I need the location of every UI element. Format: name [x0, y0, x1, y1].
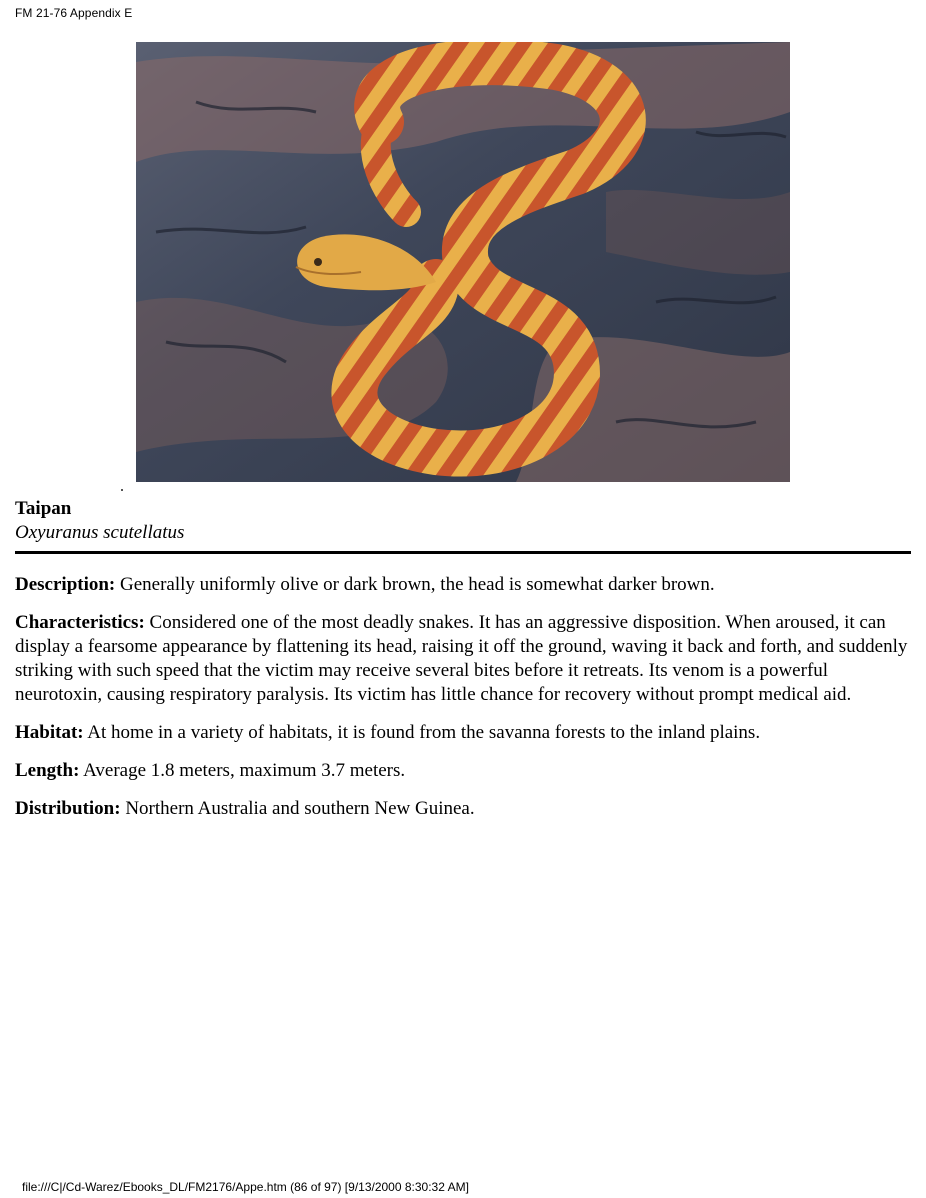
characteristics-text: Considered one of the most deadly snakes. It has an aggressive disposition. When aroused, it can display a fearsome appearance by flattening its head, raising it off the ground, waving it back and forth, and suddenly striking with such speed that the victim may receive several bites before it retreats. Its venom is a powerful neurotoxin, causing respiratory paralysis. Its victim has little chance for recovery without prompt medical aid.: [15, 612, 908, 705]
scientific-name: Oxyuranus scutellatus: [15, 522, 185, 543]
length-label: Length:: [15, 760, 80, 781]
distribution-label: Distribution:: [15, 798, 121, 819]
length-paragraph: [15, 759, 911, 783]
characteristics-label: Characteristics:: [15, 612, 145, 633]
species-title-block: [15, 497, 184, 545]
description-label: Description:: [15, 574, 116, 595]
horizontal-rule: [15, 551, 911, 554]
print-header: FM 21-76 Appendix E: [15, 6, 133, 20]
stray-dot: [121, 489, 123, 491]
habitat-text: At home in a variety of habitats, it is found from the savanna forests to the inland plains.: [83, 722, 761, 743]
distribution-paragraph: [15, 797, 911, 821]
taipan-snake-photo: [136, 42, 790, 482]
habitat-paragraph: [15, 721, 911, 745]
print-footer: file:///C|/Cd-Warez/Ebooks_DL/FM2176/Appe.htm (86 of 97) [9/13/2000 8:30:32 AM]: [22, 1180, 469, 1194]
common-name: Taipan: [15, 498, 72, 519]
species-details: [15, 573, 911, 835]
length-text: Average 1.8 meters, maximum 3.7 meters.: [79, 760, 406, 781]
distribution-text: Northern Australia and southern New Guinea.: [120, 798, 475, 819]
characteristics-paragraph: [15, 611, 911, 707]
description-paragraph: [15, 573, 911, 597]
description-text: Generally uniformly olive or dark brown, the head is somewhat darker brown.: [115, 574, 715, 595]
habitat-label: Habitat:: [15, 722, 84, 743]
